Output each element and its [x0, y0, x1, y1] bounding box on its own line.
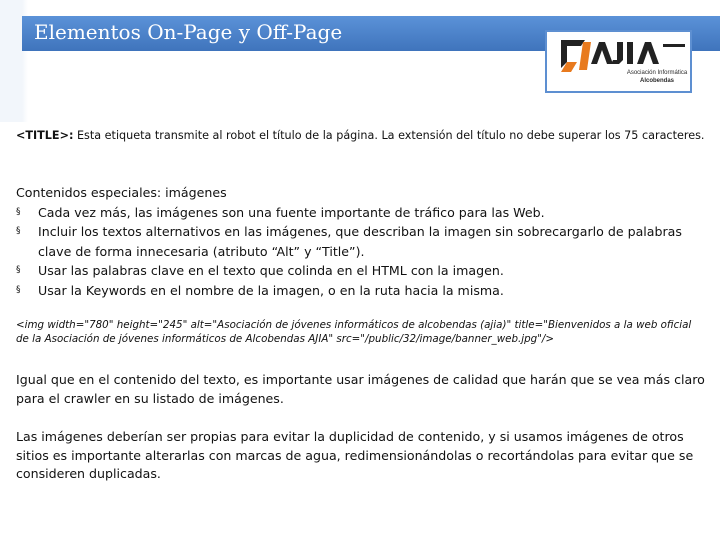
images-section — [16, 183, 706, 300]
bullet-mark-icon: § — [16, 206, 21, 217]
title-tag-text: Esta etiqueta transmite al robot el título de la página. La extensión del título no debe superar los 75 caracteres. — [73, 129, 705, 142]
paragraph-quality: Igual que en el contenido del texto, es importante usar imágenes de calidad que harán que se vea más claro para el crawler en su listado de imágenes. — [16, 372, 705, 406]
logo-line1: Asociación Informática — [626, 70, 688, 76]
list-item — [16, 281, 706, 301]
list-item — [16, 222, 706, 261]
images-heading: Contenidos especiales: imágenes — [16, 185, 227, 200]
list-item — [16, 261, 706, 281]
bullet-text: Usar las palabras clave en el texto que colinda en el HTML con la imagen. — [38, 263, 504, 278]
img-code-example: <img width="780" height="245" alt="Asociación de jóvenes informáticos de alcobendas (ajia)" title="Bienvenidos a la web oficial de la Asociación de jóvenes informáticos de Alcobendas AJIA" src="/public/32/image/banner_web.jpg"/> — [16, 319, 692, 345]
logo-line2: Alcobendas — [639, 78, 674, 84]
paragraph-duplicates: Las imágenes deberían ser propias para evitar la duplicidad de contenido, y si usamos imágenes de otros sitios es importante alterarlas con marcas de agua, redimensionándolas o recortándolas para evitar que se consideren duplicadas. — [16, 429, 694, 481]
slide-title: Elementos On-Page y Off-Page — [34, 20, 343, 44]
bullet-text: Usar la Keywords en el nombre de la imagen, o en la ruta hacia la misma. — [38, 282, 504, 298]
title-tag-paragraph — [16, 128, 706, 143]
bullet-mark-icon: § — [16, 284, 21, 295]
title-tag-label: <TITLE>: — [16, 129, 74, 142]
bullet-text: Cada vez más, las imágenes son una fuente importante de tráfico para las Web. — [38, 204, 545, 220]
images-bullet-list — [16, 203, 706, 301]
ajia-logo — [545, 30, 692, 93]
bullet-text: Incluir los textos alternativos en las imágenes, que describan la imagen sin sobrecargarlo de palabras clave de forma innecesaria (atributo “Alt” y “Title”). — [38, 224, 682, 259]
bullet-mark-icon: § — [16, 265, 21, 275]
bullet-mark-icon: § — [16, 226, 21, 236]
list-item — [16, 203, 706, 223]
